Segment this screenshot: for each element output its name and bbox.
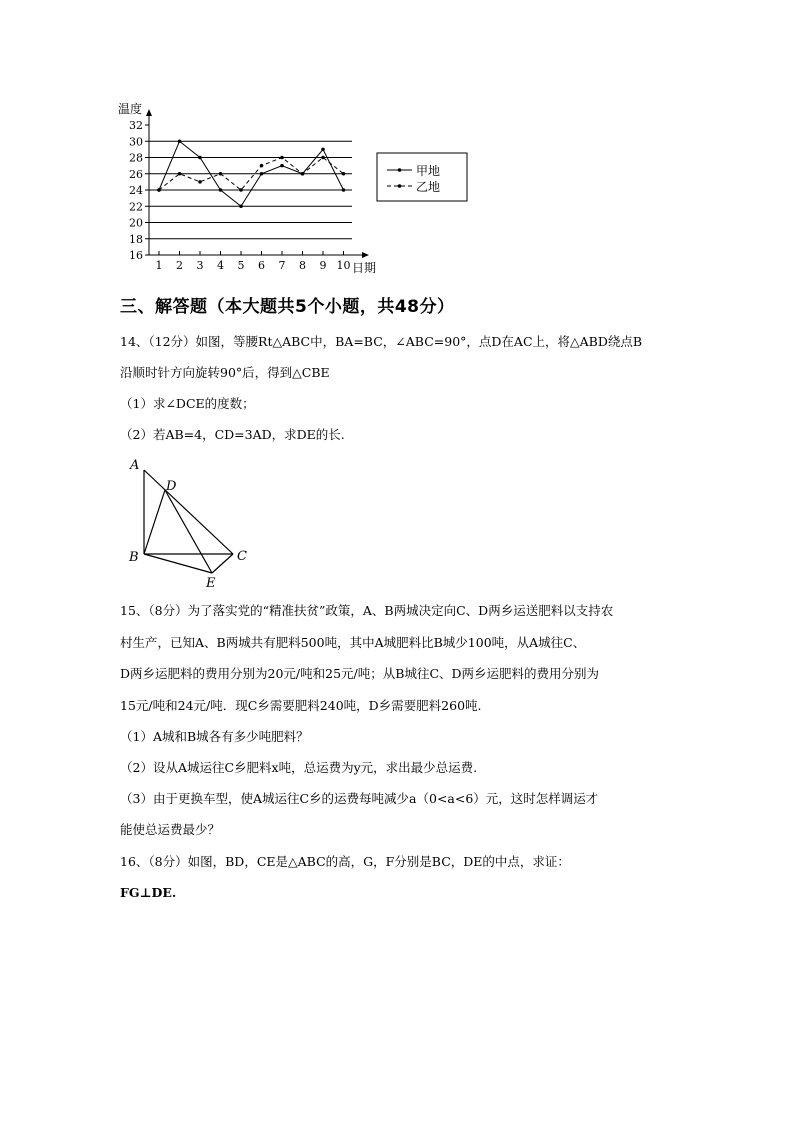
x-axis-label: 日期 bbox=[352, 261, 377, 275]
series-2-point bbox=[198, 180, 202, 184]
series-2-point bbox=[342, 172, 346, 176]
q15-sub3b: 能使总运费最少？ bbox=[120, 822, 221, 837]
series-2-point bbox=[301, 172, 305, 176]
y-axis-arrow bbox=[146, 109, 152, 116]
label-D: D bbox=[166, 479, 177, 494]
x-tick-label: 8 bbox=[299, 259, 306, 272]
q15-sub3a: （3）由于更换车型，使A城运往C乡的运费每吨减少a（0<a<6）元，这时怎样调运才 bbox=[120, 791, 599, 806]
series-2-point bbox=[219, 172, 223, 176]
temperature-line-chart bbox=[112, 100, 492, 280]
y-tick-label: 26 bbox=[129, 167, 143, 181]
x-tick-label: 4 bbox=[217, 259, 224, 272]
legend-label-2: 乙地 bbox=[416, 180, 441, 194]
q16-line1: 16、（8分）如图，BD，CE是△ABC的高，G，F分别是BC，DE的中点，求证： bbox=[120, 854, 570, 869]
series-2-point bbox=[178, 172, 182, 176]
q14-sub1: （1）求∠DCE的度数； bbox=[120, 396, 255, 411]
y-tick-label: 30 bbox=[129, 135, 143, 149]
x-axis-arrow bbox=[362, 252, 369, 258]
legend-marker-2 bbox=[398, 184, 402, 188]
series-2-point bbox=[157, 188, 161, 192]
q16-line2: FG⊥DE. bbox=[120, 885, 177, 900]
y-tick-label: 16 bbox=[129, 249, 143, 262]
segment-DE bbox=[165, 490, 212, 573]
q14-triangle-figure bbox=[120, 455, 270, 595]
y-tick-label: 32 bbox=[129, 119, 143, 132]
series-1-point bbox=[219, 188, 223, 192]
x-tick-label: 7 bbox=[278, 259, 286, 272]
q15-line2: 村生产，已知A、B两城共有肥料500吨，其中A城肥料比B城少100吨，从A城往C、 bbox=[120, 635, 586, 650]
series-1-point bbox=[321, 148, 325, 152]
section-heading: 三、解答题（本大题共5个小题，共48分） bbox=[120, 297, 455, 317]
series-1-point bbox=[198, 156, 202, 160]
q14-line2: 沿顺时针方向旋转90°后，得到△CBE bbox=[120, 365, 330, 380]
series-1-point bbox=[178, 139, 182, 143]
q14-sub2: （2）若AB=4，CD=3AD，求DE的长. bbox=[120, 427, 345, 442]
series-1-point bbox=[342, 188, 346, 192]
q15-line4: 15元/吨和24元/吨．现C乡需要肥料240吨，D乡需要肥料260吨. bbox=[120, 698, 482, 713]
legend-marker-1 bbox=[398, 168, 402, 172]
label-B: B bbox=[129, 550, 139, 565]
series-2-point bbox=[280, 156, 284, 160]
series-2-point bbox=[260, 164, 264, 168]
x-tick-label: 10 bbox=[336, 259, 351, 272]
series-1-point bbox=[239, 204, 243, 208]
y-tick-label: 20 bbox=[129, 216, 143, 230]
legend-label-1: 甲地 bbox=[416, 164, 441, 178]
segment-CE bbox=[212, 554, 233, 573]
segment-BD bbox=[144, 490, 165, 554]
series-1-point bbox=[280, 164, 284, 168]
x-tick-label: 5 bbox=[237, 259, 245, 272]
x-tick-label: 3 bbox=[196, 259, 204, 272]
segment-BE bbox=[144, 554, 212, 573]
q15-sub2: （2）设从A城运往C乡肥料x吨，总运费为y元，求出最少总运费. bbox=[120, 760, 478, 775]
y-axis-label: 温度 bbox=[118, 102, 143, 116]
label-A: A bbox=[130, 458, 140, 473]
y-tick-label: 22 bbox=[129, 200, 143, 214]
x-tick-label: 6 bbox=[258, 259, 265, 272]
series-2-point bbox=[321, 156, 325, 160]
y-tick-label: 24 bbox=[129, 184, 143, 197]
label-C: C bbox=[237, 549, 247, 564]
q15-line3: D两乡运肥料的费用分别为20元/吨和25元/吨；从B城往C、D两乡运肥料的费用分别为 bbox=[120, 666, 600, 681]
series-2-point bbox=[239, 188, 243, 192]
series-1-point bbox=[260, 172, 264, 176]
x-tick-label: 9 bbox=[319, 259, 327, 272]
x-tick-label: 2 bbox=[176, 259, 183, 272]
y-tick-label: 28 bbox=[129, 151, 143, 165]
x-tick-label: 1 bbox=[155, 259, 163, 272]
q14-line1: 14、（12分）如图，等腰Rt△ABC中，BA=BC，∠ABC=90°，点D在AC上，将△ABD绕点B bbox=[120, 334, 643, 349]
q15-line1: 15、（8分）为了落实党的“精准扶贫”政策，A、B两城决定向C、D两乡运送肥料以支持农 bbox=[120, 603, 614, 618]
q15-sub1: （1）A城和B城各有多少吨肥料？ bbox=[120, 729, 309, 744]
label-E: E bbox=[206, 576, 216, 591]
y-tick-label: 18 bbox=[129, 232, 143, 246]
